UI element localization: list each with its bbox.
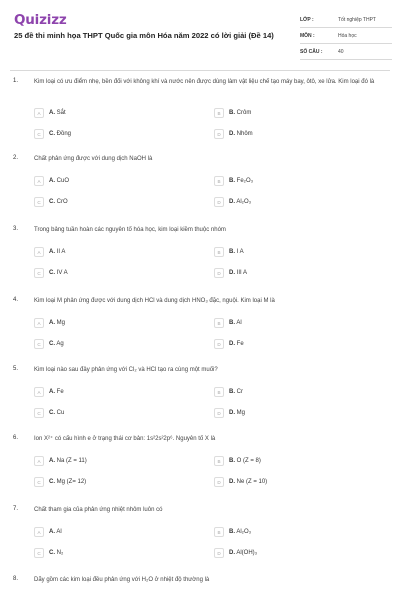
option-text [49,320,65,326]
question-text: Dãy gồm các kim loại đều phản ứng với H₂O ở nhiệt độ thường là [34,577,210,583]
option-value: O (Z = 8) [236,458,261,464]
option-prefix: B. [229,110,235,116]
option-letter-box: D [214,197,224,207]
answer-option[interactable] [214,456,384,466]
option-letter-box: C [34,339,44,349]
meta-row-count [300,44,392,60]
option-prefix: B. [229,320,235,326]
meta-value: Hóa học [338,32,357,39]
answer-option[interactable] [34,527,204,537]
option-prefix: C. [49,479,55,485]
option-letter-box: C [34,129,44,139]
option-text [229,550,257,556]
document-header [0,0,400,72]
option-text [229,199,251,205]
option-value: Al₂O₃ [236,199,252,205]
option-value: Na (Z = 11) [56,458,87,464]
option-value: Mg [56,320,66,326]
option-value: II A [56,249,66,255]
option-text [229,389,243,395]
answer-option[interactable] [34,318,204,328]
answer-option[interactable] [34,108,204,118]
option-text [229,178,253,184]
answer-option[interactable] [214,268,384,278]
answer-option[interactable] [214,408,384,418]
meta-label: SỐ CÂU : [300,48,323,55]
option-prefix: A. [49,178,55,184]
question-number: 6. [13,435,19,441]
option-letter-box: B [214,527,224,537]
option-text [49,529,62,535]
answer-option[interactable] [34,129,204,139]
option-text [49,110,66,116]
question-text: Kim loại M phản ứng được với dung dịch HCl và dung dịch HNO₃ đặc, nguội. Kim loại M là [34,298,275,304]
option-text [229,529,251,535]
answer-option[interactable] [34,339,204,349]
question-text: Trong bảng tuần hoàn các nguyên tố hóa học, kim loại kiềm thuộc nhóm [34,227,226,233]
option-text [49,131,71,137]
option-value: Al₂O₃ [236,529,252,535]
question-number: 8. [13,576,19,582]
option-letter-box: A [34,176,44,186]
question-text: Ion X²⁺ có cấu hình e ở trạng thái cơ bản: 1s²2s²2p⁶. Nguyên tố X là [34,436,216,442]
option-letter-box: B [214,108,224,118]
answer-option[interactable] [214,197,384,207]
option-text [229,458,261,464]
option-value: Mg (Z= 12) [56,479,87,485]
option-letter-box: D [214,339,224,349]
option-prefix: D. [229,341,235,347]
option-prefix: B. [229,529,235,535]
option-prefix: C. [49,341,55,347]
option-value: Nhôm [236,131,253,137]
option-value: Al [56,529,62,535]
answer-option[interactable] [214,129,384,139]
option-letter-box: D [214,548,224,558]
option-letter-box: C [34,548,44,558]
option-prefix: A. [49,458,55,464]
option-text [229,410,245,416]
option-text [49,249,65,255]
option-letter-box: C [34,477,44,487]
option-value: I A [236,249,244,255]
quizizz-logo: Quizizz [14,12,67,28]
answer-option[interactable] [214,527,384,537]
meta-value: 40 [338,48,344,55]
answer-option[interactable] [34,477,204,487]
option-value: CuO [56,178,70,184]
option-value: Ag [56,341,64,347]
question-number: 2. [13,155,19,161]
option-value: Sắt [56,110,66,116]
option-text [229,131,253,137]
option-prefix: C. [49,131,55,137]
option-value: Đồng [56,131,72,137]
option-prefix: C. [49,199,55,205]
option-prefix: C. [49,410,55,416]
option-value: Crôm [236,110,252,116]
option-text [229,320,242,326]
option-text [49,341,64,347]
answer-option[interactable] [214,318,384,328]
option-letter-box: A [34,456,44,466]
option-letter-box: C [34,268,44,278]
answer-option[interactable] [34,456,204,466]
answer-option[interactable] [34,387,204,397]
option-text [229,249,244,255]
option-prefix: B. [229,249,235,255]
option-letter-box: A [34,387,44,397]
option-value: Mg [236,410,246,416]
header-divider [10,70,390,71]
option-letter-box: C [34,197,44,207]
question-text: Kim loại nào sau đây phản ứng với Cl₂ và HCl tạo ra cùng một muối? [34,367,218,373]
option-letter-box: A [34,247,44,257]
option-letter-box: B [214,318,224,328]
option-value: Fe [56,389,64,395]
option-prefix: D. [229,270,235,276]
option-prefix: D. [229,199,235,205]
option-prefix: A. [49,389,55,395]
answer-option[interactable] [34,268,204,278]
option-prefix: A. [49,529,55,535]
meta-row-subject [300,28,392,44]
option-value: CrO [56,199,68,205]
option-prefix: A. [49,110,55,116]
option-prefix: D. [229,550,235,556]
question-number: 7. [13,506,19,512]
meta-label: LỚP : [300,16,314,23]
question-text: Chất phản ứng được với dung dịch NaOH là [34,156,153,162]
option-text [49,458,87,464]
answer-option[interactable] [34,197,204,207]
answer-option[interactable] [34,247,204,257]
option-prefix: B. [229,178,235,184]
option-prefix: D. [229,131,235,137]
meta-value: Tốt nghiệp THPT [338,16,376,23]
option-value: Fe₂O₃ [236,178,254,184]
answer-option[interactable] [214,176,384,186]
option-letter-box: C [34,408,44,418]
option-value: Fe [236,341,244,347]
option-letter-box: B [214,456,224,466]
option-value: Cu [56,410,65,416]
option-value: N₂ [56,550,64,556]
option-value: Al [236,320,242,326]
option-letter-box: B [214,387,224,397]
option-prefix: C. [49,550,55,556]
option-text [49,479,86,485]
option-text [49,389,64,395]
option-letter-box: D [214,408,224,418]
option-letter-box: A [34,318,44,328]
question-text: Chất tham gia của phản ứng nhiệt nhôm luôn có [34,507,163,513]
question-number: 3. [13,226,19,232]
option-text [49,410,64,416]
answer-option[interactable] [214,247,384,257]
document-meta [300,12,392,60]
question-number: 1. [13,78,19,84]
option-value: III A [236,270,248,276]
answer-option[interactable] [214,477,384,487]
option-prefix: B. [229,458,235,464]
option-prefix: B. [229,389,235,395]
option-prefix: D. [229,479,235,485]
option-letter-box: B [214,176,224,186]
answer-option[interactable] [214,548,384,558]
option-letter-box: D [214,477,224,487]
option-letter-box: A [34,108,44,118]
document-title: 25 đề thi minh họa THPT Quốc gia môn Hóa năm 2022 có lời giải (Đề 14) [14,31,274,40]
answer-option[interactable] [34,548,204,558]
question-text: Kim loại có ưu điểm nhẹ, bền đối với không khí và nước nên được dùng làm vật liệu chế tạo máy bay, ôtô, xe lửa. Kim loại đó là [34,79,375,85]
option-text [49,550,63,556]
option-text [229,110,251,116]
answer-option[interactable] [34,408,204,418]
question-number: 5. [13,366,19,372]
option-value: Al(OH)₃ [236,550,258,556]
option-text [229,270,247,276]
option-text [49,199,68,205]
option-letter-box: A [34,527,44,537]
option-prefix: C. [49,270,55,276]
option-letter-box: D [214,129,224,139]
option-text [49,270,68,276]
option-value: IV A [56,270,68,276]
option-text [49,178,69,184]
option-prefix: D. [229,410,235,416]
option-value: Ne (Z = 10) [236,479,268,485]
answer-option[interactable] [214,108,384,118]
question-number: 4. [13,297,19,303]
option-text [229,479,267,485]
answer-option[interactable] [214,387,384,397]
option-text [229,341,244,347]
meta-label: MÔN : [300,32,315,39]
option-prefix: A. [49,249,55,255]
option-prefix: A. [49,320,55,326]
option-value: Cr [236,389,244,395]
meta-row-level [300,12,392,28]
option-letter-box: B [214,247,224,257]
answer-option[interactable] [34,176,204,186]
option-letter-box: D [214,268,224,278]
answer-option[interactable] [214,339,384,349]
